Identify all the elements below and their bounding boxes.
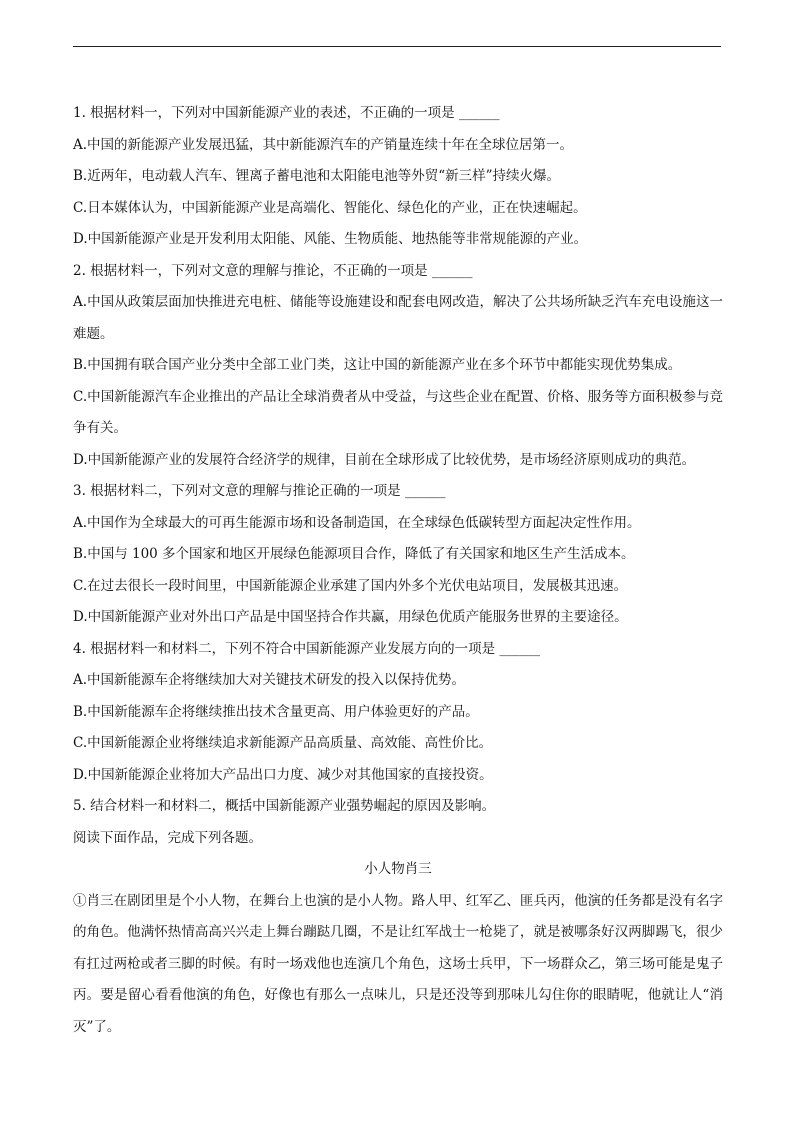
question-3-option-a: A.中国作为全球最大的可再生能源市场和设备制造国，在全球绿色低碳转型方面起决定性作用。 — [73, 514, 641, 531]
question-3-option-b: B.中国与 100 多个国家和地区开展绿色能源项目合作，降低了有关国家和地区生产生活成本。 — [73, 546, 635, 562]
question-5-stem: 5. 结合材料一和材料二，概括中国新能源产业强势崛起的原因及影响。 — [73, 798, 496, 814]
question-4-stem: 4. 根据材料一和材料二，下列不符合中国新能源产业发展方向的一项是 ______ — [73, 640, 540, 657]
document-body — [73, 98, 723, 1043]
question-3-option-c: C.在过去很长一段时间里，中国新能源企业承建了国内外多个光伏电站项目，发展极其迅速。 — [73, 577, 628, 594]
question-3-option-d: D.中国新能源产业对外出口产品是中国坚持合作共赢，用绿色优质产能服务世界的主要途径。 — [73, 609, 628, 625]
question-1-option-c: C.日本媒体认为，中国新能源产业是高端化、智能化、绿色化的产业，正在快速崛起。 — [73, 199, 587, 216]
question-2-option-b: B.中国拥有联合国产业分类中全部工业门类，这让中国的新能源产业在多个环节中都能实现优势集成。 — [73, 357, 682, 373]
header-rule — [73, 46, 721, 47]
question-4-option-a: A.中国新能源车企将继续加大对关键技术研发的投入以保持优势。 — [73, 672, 466, 688]
question-1-option-d: D.中国新能源产业是开发利用太阳能、风能、生物质能、地热能等非常规能源的产业。 — [73, 231, 588, 247]
question-4-option-c: C.中国新能源企业将继续追求新能源产品高质量、高效能、高性价比。 — [73, 735, 493, 751]
reading-intro: 阅读下面作品，完成下列各题。 — [73, 829, 262, 846]
question-4-option-b: B.中国新能源车企将继续推出技术含量更高、用户体验更好的产品。 — [73, 703, 479, 720]
question-3-stem: 3. 根据材料二，下列对文意的理解与推论正确的一项是 ______ — [73, 483, 446, 499]
question-4-option-d: D.中国新能源企业将加大产品出口力度、减少对其他国家的直接投资。 — [73, 766, 493, 783]
question-1-stem: 1. 根据材料一，下列对中国新能源产业的表述，不正确的一项是 ______ — [73, 105, 500, 121]
question-1-option-b: B.近两年，电动载人汽车、锂离子蓄电池和太阳能电池等外贸“新三样”持续火爆。 — [73, 168, 561, 184]
story-title: 小人物肖三 — [364, 861, 432, 877]
story-paragraph-1: ①肖三在剧团里是个小人物，在舞台上也演的是小人物。路人甲、红军乙、匪兵丙，他演的任务都是没有名字的角色。他满怀热情高高兴兴走上舞台蹦跶几圈，不是让红军战士一枪毙了，就是被哪条好汉两脚踢飞，很少有扛过两枪或者三脚的时候。有时一场戏他也连演几个角色，这场士兵甲，下一场群众乙，第三场可能是鬼子丙。要是留心看看他演的角色，好像也有那么一点味儿，只是还没等到那味儿勾住你的眼睛呢，他就让人“消灭”了。 — [73, 892, 723, 1035]
question-2-stem: 2. 根据材料一，下列对文意的理解与推论，不正确的一项是 ______ — [73, 262, 473, 279]
question-1-option-a: A.中国的新能源产业发展迅猛，其中新能源汽车的产销量连续十年在全球位居第一。 — [73, 136, 574, 153]
question-2-option-a: A.中国从政策层面加快推进充电桩、储能等设施建设和配套电网改造，解决了公共场所缺乏汽车充电设施这一难题。 — [73, 294, 723, 342]
question-2-option-d: D.中国新能源产业的发展符合经济学的规律，目前在全球形成了比较优势，是市场经济原则成功的典范。 — [73, 451, 696, 468]
question-2-option-c: C.中国新能源汽车企业推出的产品让全球消费者从中受益，与这些企业在配置、价格、服务等方面积极参与竞争有关。 — [73, 388, 723, 436]
